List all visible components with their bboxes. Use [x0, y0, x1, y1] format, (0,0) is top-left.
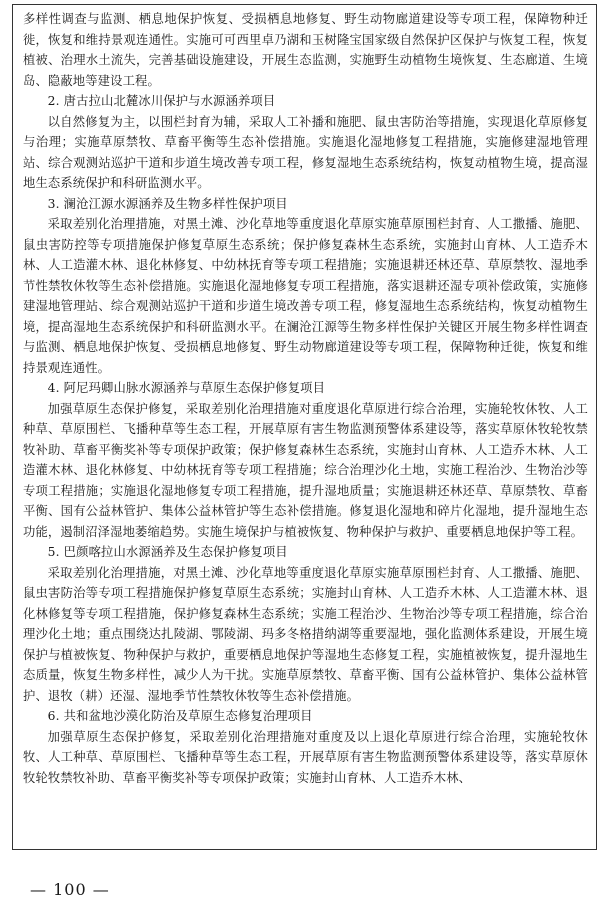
section-heading-3: 3. 澜沧江源水源涵养及生物多样性保护项目 [47, 196, 288, 211]
section-body-3: 采取差别化治理措施，对黑土滩、沙化草地等重度退化草原实施草原围栏封育、人工撒播、施肥、鼠虫害防控等专项措施保护修复草原生态系统；保护修复森林生态系统，实施封山育林、人工造乔木林、人工造灌木林、退化林修复、中幼林抚育等专项工程措施；实施退耕还林还草、草原禁牧、湿地季节性禁牧休牧等生态补偿措施。实施退化湿地修复专项工程措施，落实退耕还湿专项补偿政策，实施修建湿地管理站、综合观测站巡护干道和步道生境改善专项工程，修复湿地生态系统结构，恢复动植物生境，提高湿地生态系统保护和科研监测水平。在澜沧江源等生物多样性保护关键区开展生物多样性调查与监测、栖息地保护恢复、受损栖息地修复、野生动物廊道建设等专项工程，保障物种迁徙，恢复和维持景观连通性。 [23, 217, 588, 375]
section-heading-6: 6. 共和盆地沙漠化防治及草原生态修复治理项目 [47, 709, 313, 723]
text-frame [12, 4, 597, 850]
section-body-5: 采取差别化治理措施，对黑土滩、沙化草地等重度退化草原实施草原围栏封育、人工撒播、施肥、鼠虫害防治等专项工程措施保护修复草原生态系统；实施封山育林、人工造乔木林、人工造灌木林、退化林修复等专项工程措施，保护修复森林生态系统；实施工程治沙、生物治沙等专项工程措施，综合治理沙化土地；重点围绕达扎陵湖、鄂陵湖、玛多冬格措纳湖等重要湿地，强化监测体系建设，开展生境保护与植被恢复、物种保护与救护，重要栖息地保护等湿地生态修复工程，实施植被恢复，提升湿地生态质量，恢复生物多样性，减少人为干扰。实施草原禁牧、草畜平衡、国有公益林管护、集体公益林管护、退牧（耕）还湿、湿地季节性禁牧休牧等生态补偿措施。 [23, 565, 588, 703]
section-heading-4: 4. 阿尼玛卿山脉水源涵养与草原生态保护修复项目 [47, 381, 326, 395]
section-heading-2: 2. 唐古拉山北麓冰川保护与水源涵养项目 [47, 94, 276, 108]
page-number: — 100 — [30, 880, 110, 899]
section-heading-5: 5. 巴颜喀拉山水源涵养及生态保护修复项目 [47, 545, 288, 559]
section-body-4: 加强草原生态保护修复，采取差别化治理措施对重度退化草原进行综合治理，实施轮牧休牧、人工种草、草原围栏、飞播种草等生态工程，开展草原有害生物监测预警体系建设等，落实草原休牧轮牧禁牧补助、草畜平衡奖补等专项保护政策；保护修复森林生态系统，实施封山育林、人工造乔木林、人工造灌木林、退化林修复、中幼林抚育等专项工程措施；综合治理沙化土地，实施工程治沙、生物治沙等专项工程措施；实施退化湿地修复专项工程措施，提升湿地质量；实施退耕还林还草、草原禁牧、草畜平衡、国有公益林管护、集体公益林管护等生态补偿措施。修复退化湿地和碎片化湿地，提升湿地生态功能，遏制沼泽湿地萎缩趋势。实施生境保护与植被恢复、物种保护与救护、重要栖息地保护等工程。 [23, 401, 588, 539]
section-body-6: 加强草原生态保护修复，采取差别化治理措施对重度及以上退化草原进行综合治理，实施轮牧休牧、人工种草、草原围栏、飞播种草等生态工程，开展草原有害生物监测预警体系建设等，落实草原休牧轮牧禁牧补助、草畜平衡奖补等专项保护政策；实施封山育林、人工造乔木林、 [23, 729, 588, 785]
section-body-2: 以自然修复为主，以围栏封育为辅，采取人工补播和施肥、鼠虫害防治等措施，实现退化草原修复与治理；实施草原禁牧、草畜平衡等生态补偿措施。实施退化湿地修复工程措施，实施修建湿地管理站、综合观测站巡护干道和步道生境改善专项工程，修复湿地生态系统结构，恢复动植物生境，提高湿地生态系统保护和科研监测水平。 [23, 114, 588, 190]
intro-paragraph: 多样性调查与监测、栖息地保护恢复、受损栖息地修复、野生动物廊道建设等专项工程，保障物种迁徙，恢复和维持景观连通性。实施可可西里卓乃湖和玉树隆宝国家级自然保护区保护与恢复工程，恢复植被、治理水土流失，完善基础设施建设，开展生态监测，实施野生动植物生境恢复、生态廊道、生境岛、隐蔽地等建设工程。 [23, 12, 588, 88]
